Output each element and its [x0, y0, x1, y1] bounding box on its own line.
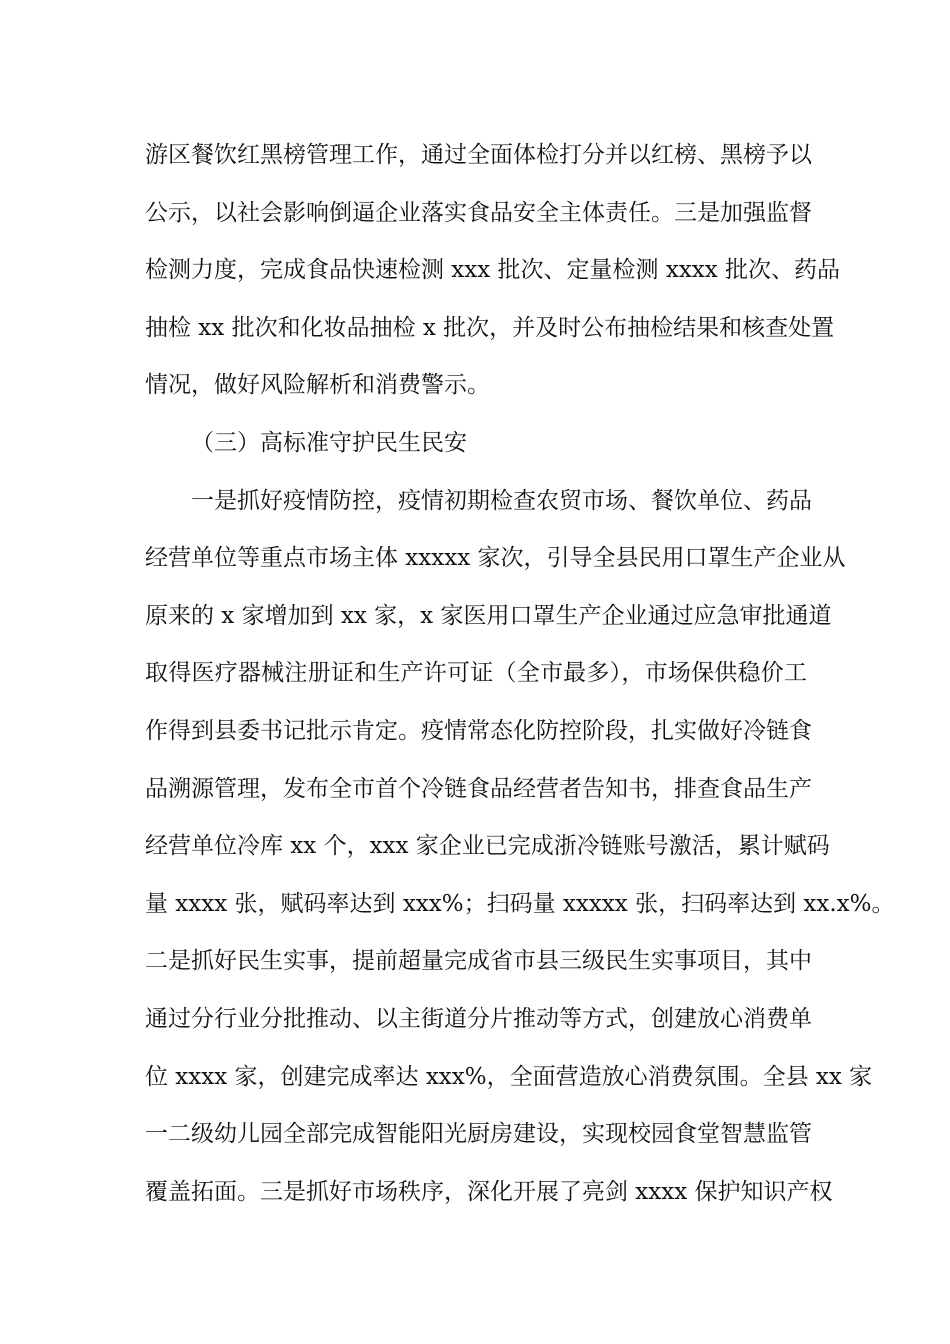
paragraph-line: 作得到县委书记批示肯定。疫情常态化防控阶段，扎实做好冷链食 [145, 717, 812, 744]
paragraph-line: 情况，做好风险解析和消费警示。 [145, 372, 490, 399]
paragraph-line: 抽检 xx 批次和化妆品抽检 x 批次，并及时公布抽检结果和核查处置 [145, 314, 835, 341]
paragraph-line: 经营单位冷库 xx 个，xxx 家企业已完成浙冷链账号激活，累计赋码 [145, 833, 830, 860]
paragraph-line: 覆盖拓面。三是抓好市场秩序，深化开展了亮剑 xxxx 保护知识产权 [145, 1178, 833, 1205]
paragraph-line: 通过分行业分批推动、以主街道分片推动等方式，创建放心消费单 [145, 1005, 812, 1032]
paragraph-line: 二是抓好民生实事，提前超量完成省市县三级民生实事项目，其中 [145, 948, 812, 975]
document-body [145, 127, 895, 1221]
paragraph-line: 游区餐饮红黑榜管理工作，通过全面体检打分并以红榜、黑榜予以 [145, 142, 812, 168]
paragraph-line: 量 xxxx 张，赋码率达到 xxx%；扫码量 xxxxx 张，扫码率达到 xx.x%。 [145, 890, 895, 917]
section-heading: （三）高标准守护民生民安 [191, 429, 467, 456]
paragraph-line: 位 xxxx 家，创建完成率达 xxx%，全面营造放心消费氛围。全县 xx 家 [145, 1063, 873, 1090]
paragraph-line: 取得医疗器械注册证和生产许可证（全市最多），市场保供稳价工 [145, 660, 807, 687]
paragraph-line: 品溯源管理，发布全市首个冷链食品经营者告知书，排查食品生产 [145, 775, 812, 802]
paragraph-line: 原来的 x 家增加到 xx 家，x 家医用口罩生产企业通过应急审批通道 [145, 602, 832, 629]
paragraph-line: 经营单位等重点市场主体 xxxxx 家次，引导全县民用口罩生产企业从 [145, 545, 846, 572]
paragraph-line: 一二级幼儿园全部完成智能阳光厨房建设，实现校园食堂智慧监管 [145, 1121, 812, 1148]
paragraph-line: 检测力度，完成食品快速检测 xxx 批次、定量检测 xxxx 批次、药品 [145, 257, 841, 284]
paragraph-line: 一是抓好疫情防控，疫情初期检查农贸市场、餐饮单位、药品 [191, 487, 812, 514]
paragraph-line: 公示，以社会影响倒逼企业落实食品安全主体责任。三是加强监督 [145, 199, 812, 226]
